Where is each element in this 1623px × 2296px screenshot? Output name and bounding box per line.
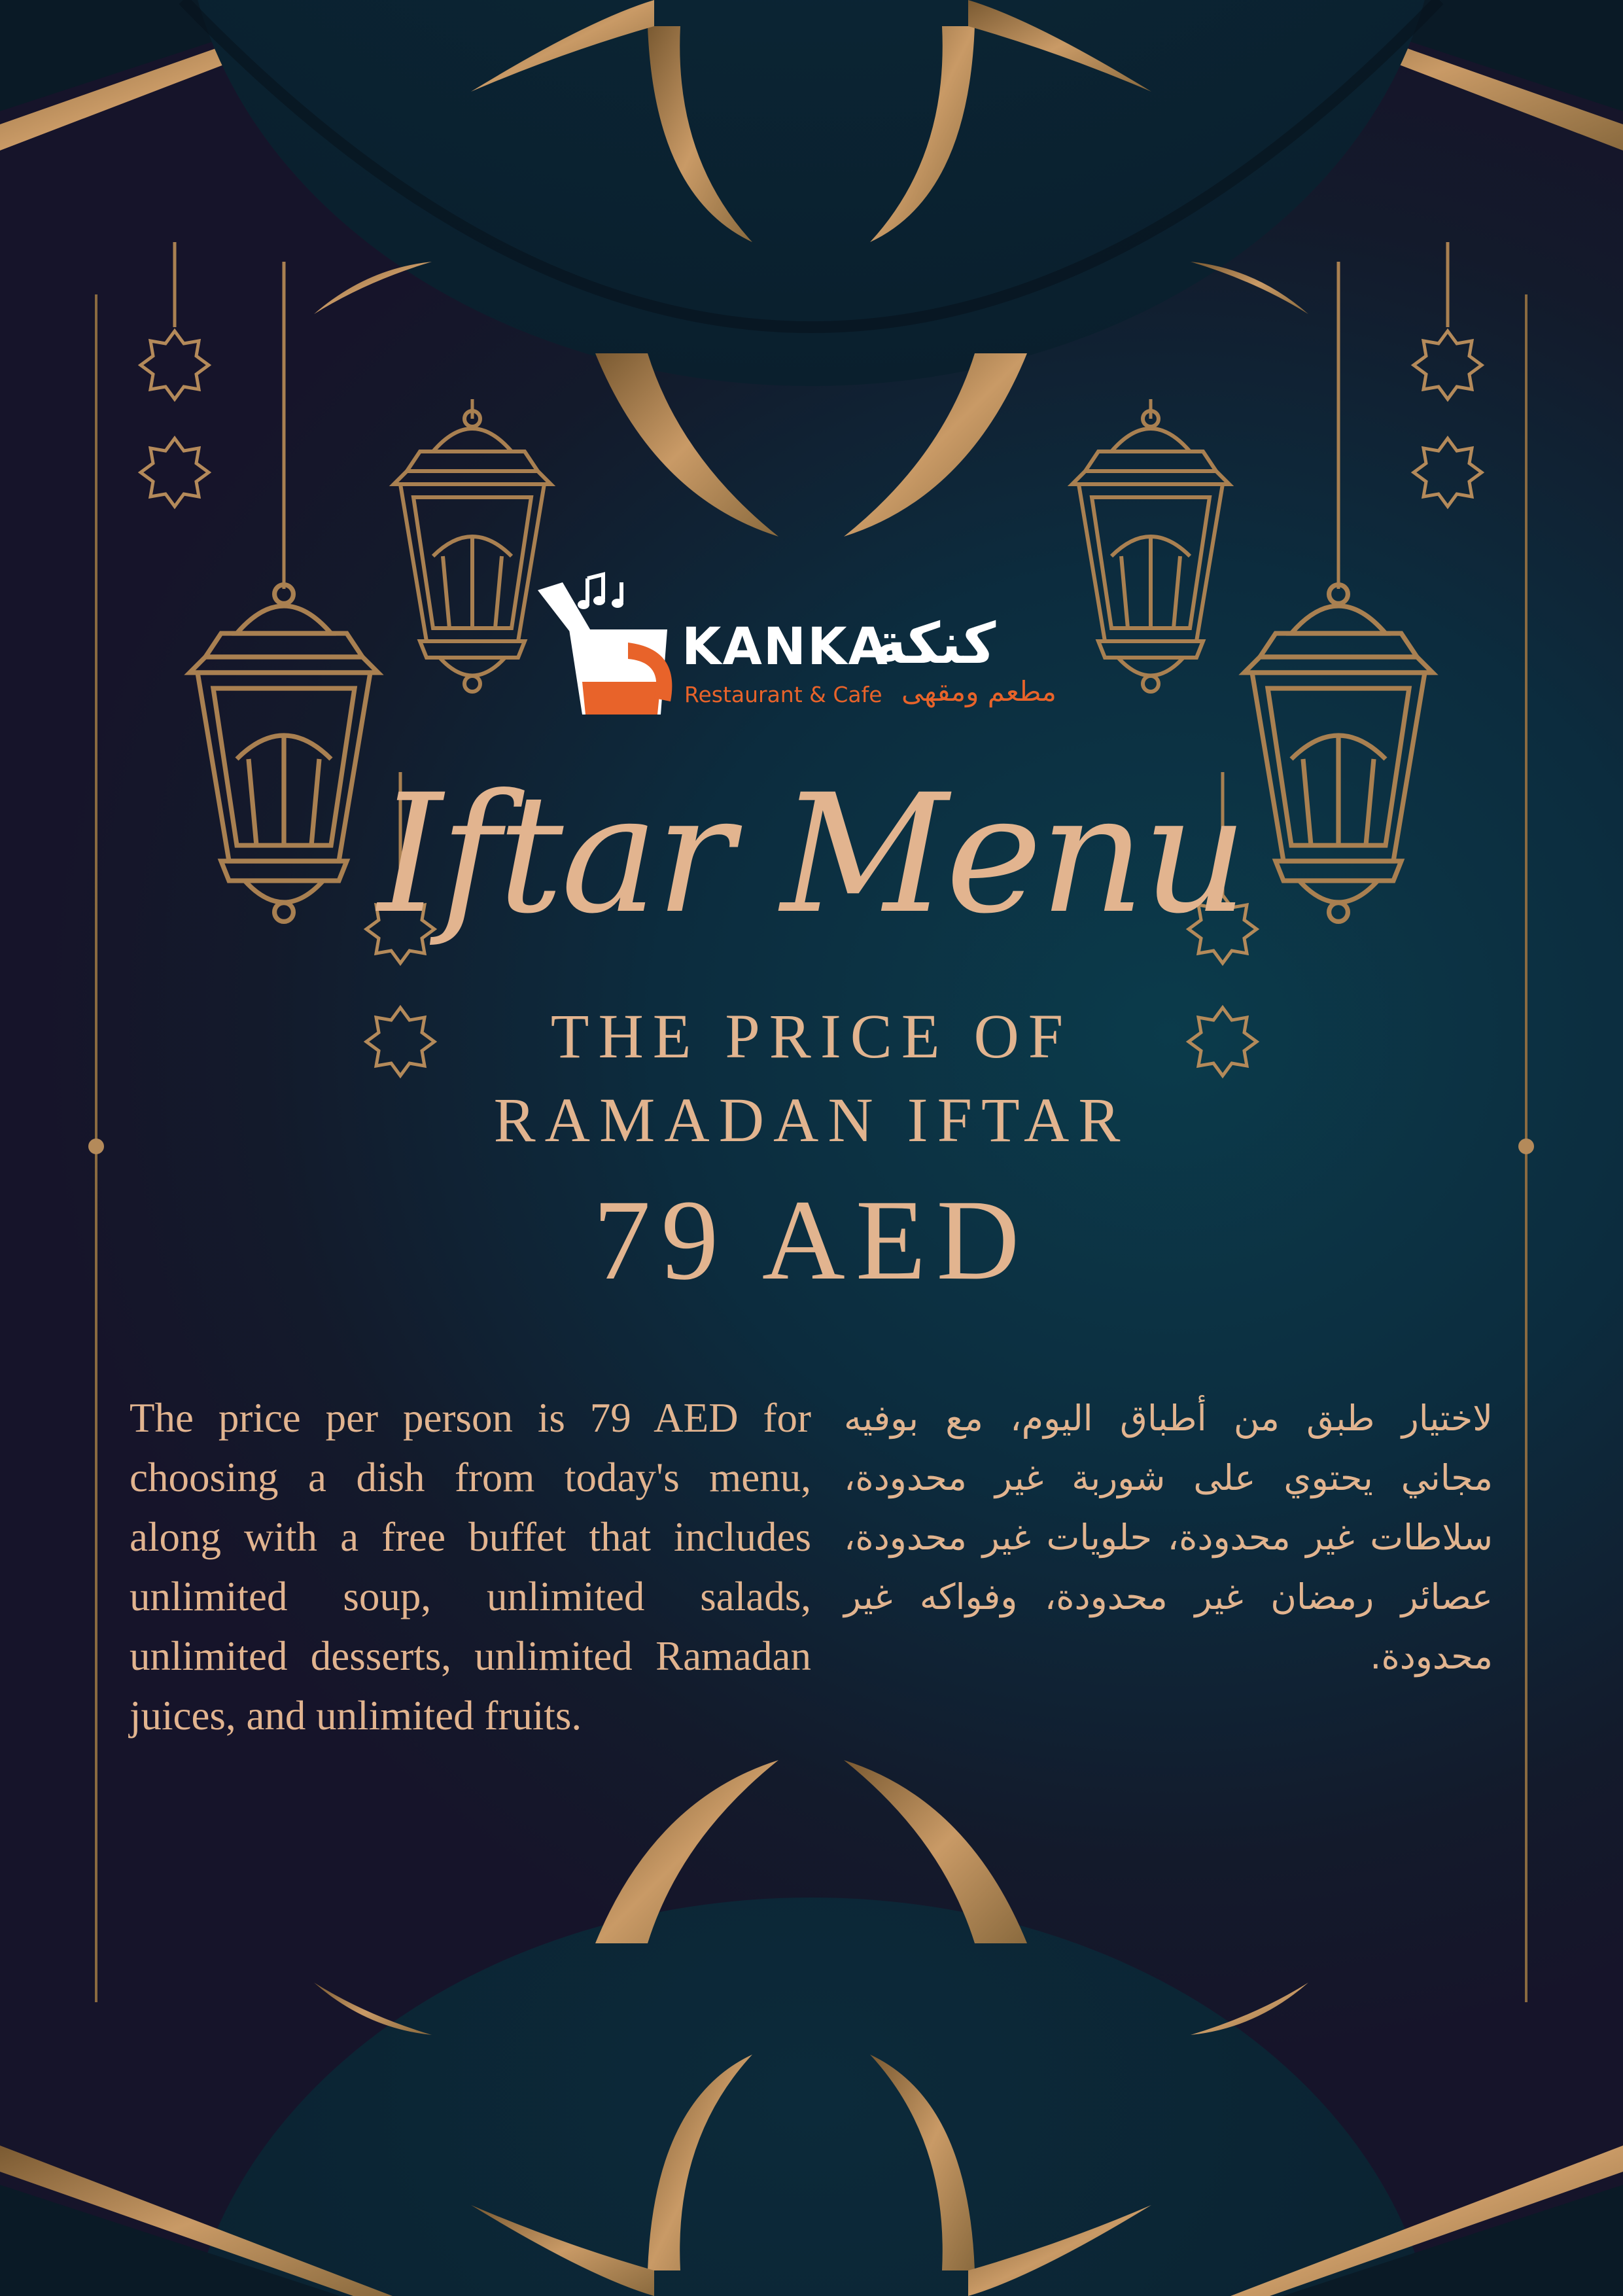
subtitle-line-2: RAMADAN IFTAR <box>493 1085 1130 1155</box>
coffee-pot-icon <box>530 571 687 721</box>
logo-tagline: Restaurant & Cafe <box>684 682 882 707</box>
description-english: The price per person is 79 AED for choosing a dish from today's menu, along with a free buffet that includes unlimited soup, unlimited salads, unlimited desserts, unlimited Ramadan juices, and unlimited fruits. <box>130 1395 811 1739</box>
price: 79 AED <box>593 1176 1030 1304</box>
menu-title: Iftar Menu <box>377 759 1246 949</box>
logo-wordmark-arabic: كنكة <box>873 611 996 677</box>
brand-logo <box>530 571 1086 721</box>
logo-wordmark: KANKA <box>682 618 889 677</box>
logo-tagline-arabic: مطعم ومقهى <box>901 675 1056 707</box>
description-arabic: لاختيار طبق من أطباق اليوم، مع بوفيه مجاني يحتوي على شوربة غير محدودة، سلاطات غير محدودة، حلويات غير محدودة، عصائر رمضان غير محدودة، وفواكه غير محدودة. <box>844 1398 1493 1677</box>
subtitle-line-1: THE PRICE OF <box>550 1001 1073 1071</box>
